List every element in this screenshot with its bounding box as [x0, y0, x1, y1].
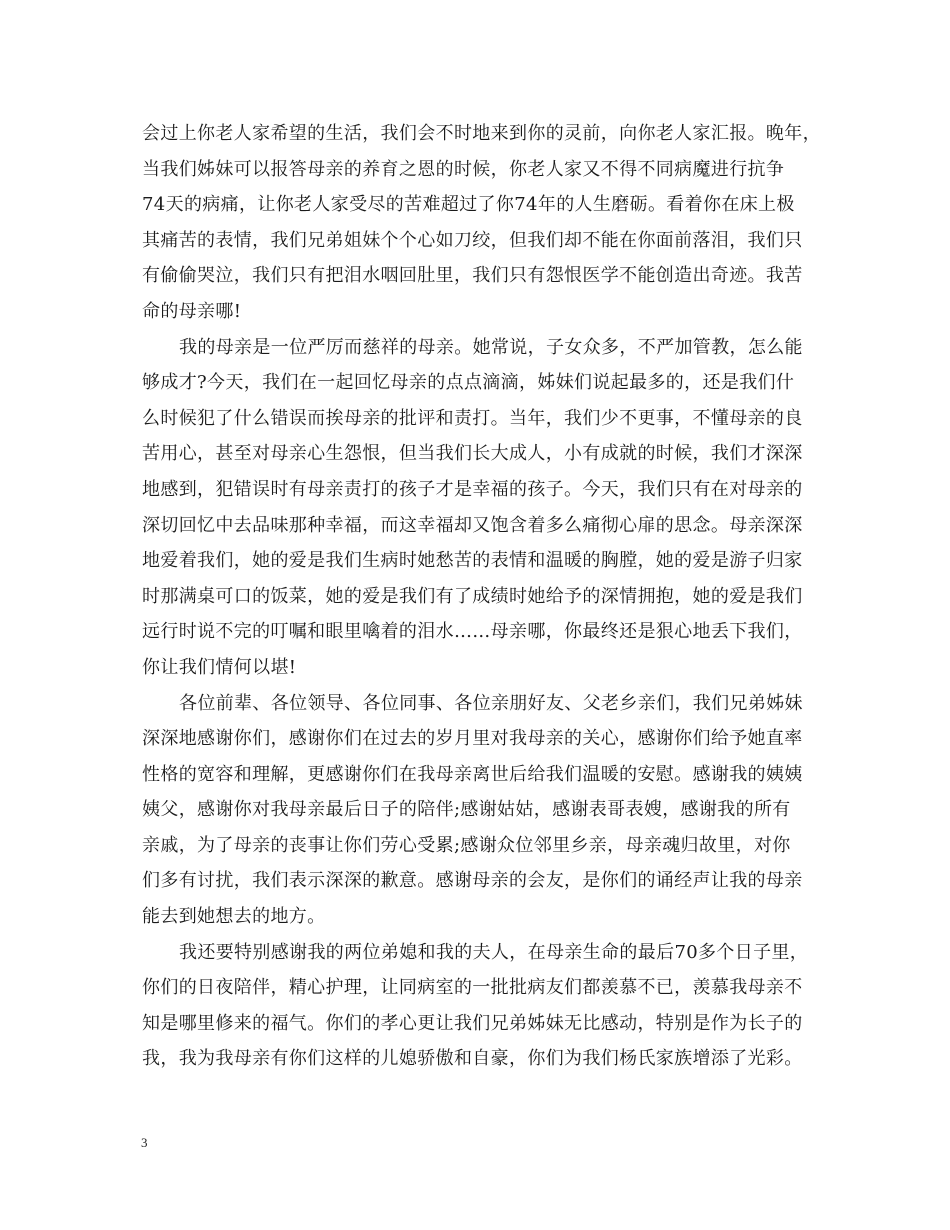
text-line: 有偷偷哭泣，我们只有把泪水咽回肚里，我们只有怨恨医学不能创造出奇迹。我苦	[142, 265, 803, 287]
body-text	[142, 116, 822, 1077]
text-line: 我还要特别感谢我的两位弟媳和我的夫人，在母亲生命的最后70多个日子里，	[179, 941, 809, 963]
text-line: 姨父，感谢你对我母亲最后日子的陪伴;感谢姑姑，感谢表哥表嫂，感谢我的所有	[142, 799, 791, 821]
text-line: 地爱着我们，她的爱是我们生病时她愁苦的表情和温暖的胸膛，她的爱是游子归家	[142, 550, 803, 572]
text-line: 们多有讨扰，我们表示深深的歉意。感谢母亲的会友，是你们的诵经声让我的母亲	[142, 870, 803, 892]
text-line: 我，我为我母亲有你们这样的儿媳骄傲和自豪，你们为我们杨氏家族增添了光彩。	[142, 1048, 803, 1070]
text-line: 够成才?今天，我们在一起回忆母亲的点点滴滴，姊妹们说起最多的，还是我们什	[142, 372, 795, 394]
text-line: 当我们姊妹可以报答母亲的养育之恩的时候，你老人家又不得不同病魔进行抗争	[142, 158, 785, 180]
text-line: 时那满桌可口的饭菜，她的爱是我们有了成绩时她给予的深情拥抱，她的爱是我们	[142, 585, 803, 607]
text-line: 知是哪里修来的福气。你们的孝心更让我们兄弟姊妹无比感动，特别是作为长子的	[142, 1012, 803, 1034]
text-line: 我的母亲是一位严厉而慈祥的母亲。她常说，子女众多，不严加管教，怎么能	[179, 336, 803, 358]
text-line: 地感到，犯错误时有母亲责打的孩子才是幸福的孩子。今天，我们只有在对母亲的	[142, 478, 803, 500]
paragraph	[142, 935, 822, 1077]
text-line: 深切回忆中去品味那种幸福，而这幸福却又饱含着多么痛彻心扉的思念。母亲深深	[142, 514, 803, 536]
paragraph	[142, 686, 822, 935]
text-line: 亲戚，为了母亲的丧事让你们劳心受累;感谢众位邻里乡亲，母亲魂归故里，对你	[142, 834, 791, 856]
paragraph	[142, 330, 822, 686]
paragraph	[142, 116, 822, 330]
text-line: 性格的宽容和理解，更感谢你们在我母亲离世后给我们温暖的安慰。感谢我的姨姨	[142, 763, 803, 785]
text-line: 远行时说不完的叮嘱和眼里噙着的泪水……母亲哪，你最终还是狠心地丢下我们，	[142, 621, 803, 643]
text-line: 命的母亲哪!	[142, 300, 242, 322]
text-line: 你们的日夜陪伴，精心护理，让同病室的一批批病友们都羡慕不已，羡慕我母亲不	[142, 977, 803, 999]
text-line: 苦用心，甚至对母亲心生怨恨，但当我们长大成人，小有成就的时候，我们才深深	[142, 443, 803, 465]
text-line: 深深地感谢你们，感谢你们在过去的岁月里对我母亲的关心，感谢你们给予她直率	[142, 728, 803, 750]
text-line: 会过上你老人家希望的生活，我们会不时地来到你的灵前，向你老人家汇报。晚年，	[142, 123, 821, 144]
text-line: 能去到她想去的地方。	[142, 906, 326, 928]
text-line: 你让我们情何以堪!	[142, 656, 297, 678]
text-line: 么时候犯了什么错误而挨母亲的批评和责打。当年，我们少不更事，不懂母亲的良	[142, 407, 803, 429]
text-line: 74天的病痛，让你老人家受尽的苦难超过了你74年的人生磨砺。看着你在床上极	[142, 194, 795, 216]
page-number: 3	[141, 1135, 148, 1150]
text-line: 其痛苦的表情，我们兄弟姐妹个个心如刀绞，但我们却不能在你面前落泪，我们只	[142, 229, 803, 251]
text-line: 各位前辈、各位领导、各位同事、各位亲朋好友、父老乡亲们，我们兄弟姊妹	[179, 692, 803, 714]
